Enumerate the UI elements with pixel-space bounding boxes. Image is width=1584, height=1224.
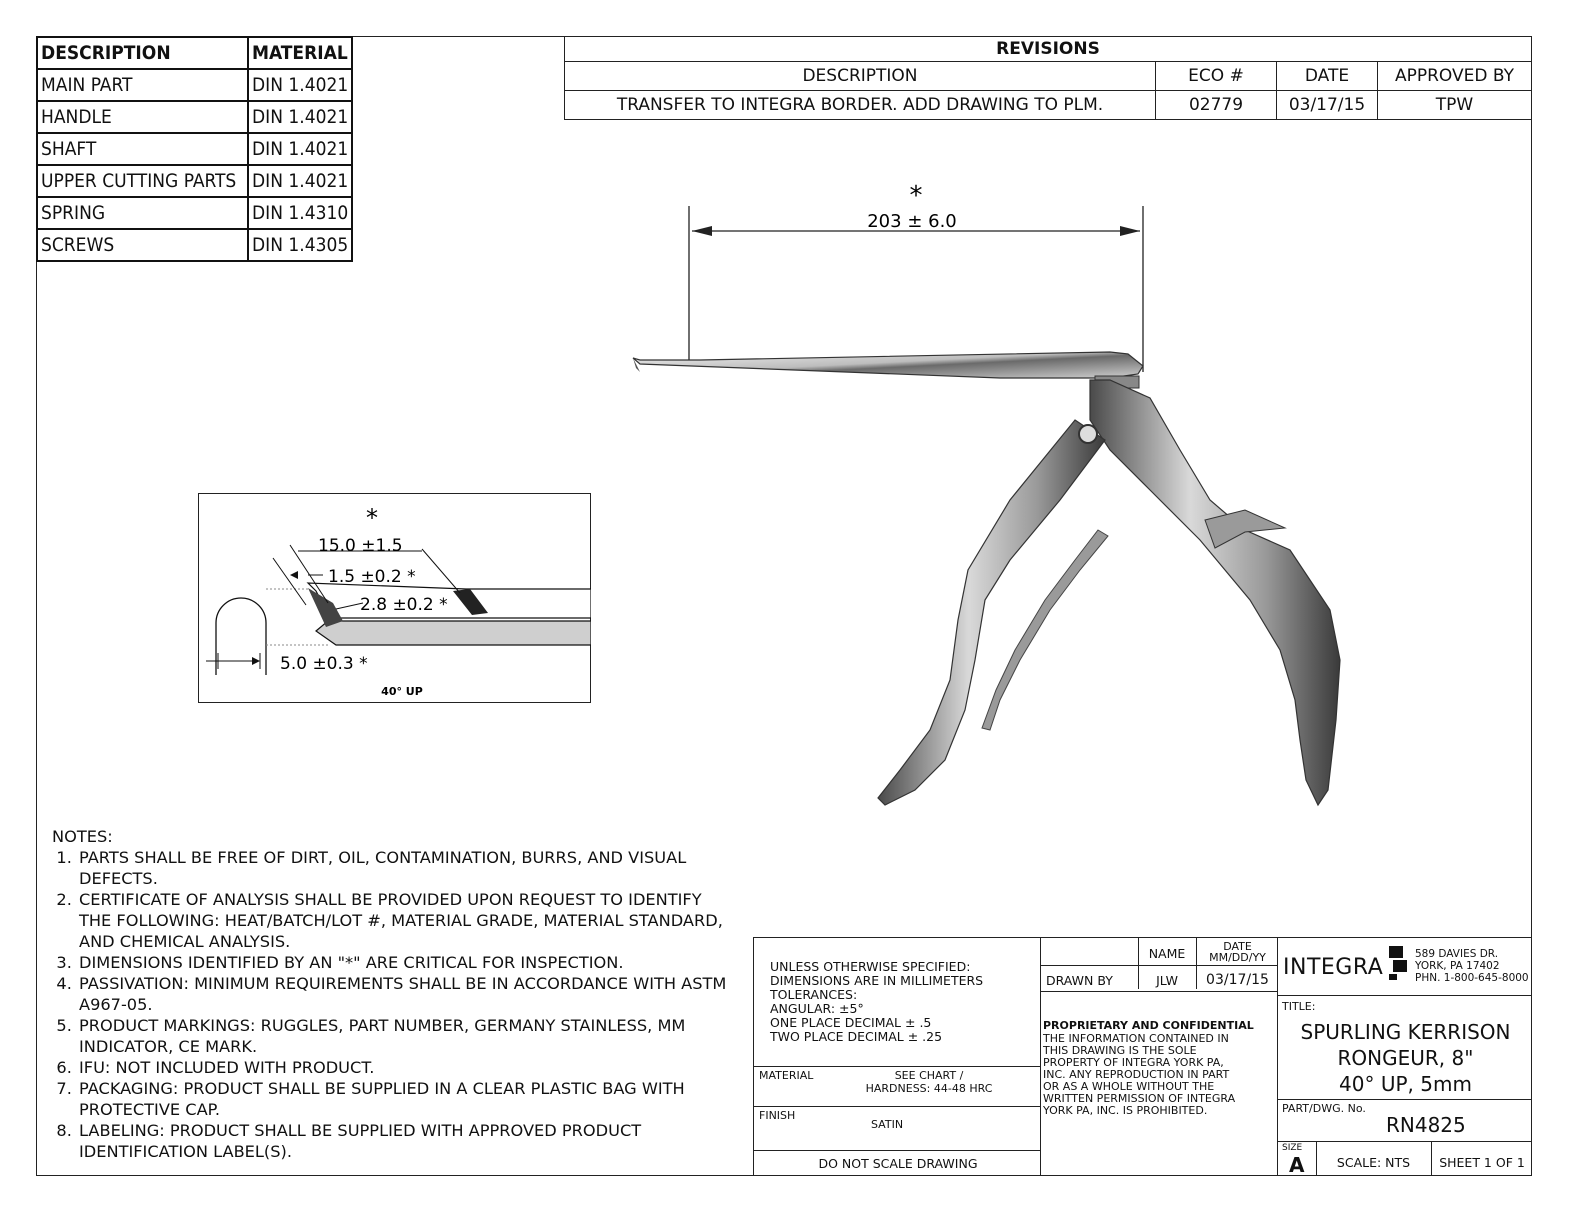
material-value: DIN 1.4021 [248, 101, 352, 133]
part-name: HANDLE [37, 101, 248, 133]
overall-length-dimension [689, 181, 1143, 372]
notes-heading: NOTES: [52, 827, 113, 846]
title-block-approvals [1040, 937, 1278, 1176]
spec-line: ANGULAR: ±5° [770, 1001, 864, 1016]
proprietary-line: OR AS A WHOLE WITHOUT THE [1043, 1080, 1215, 1093]
material-value: DIN 1.4021 [248, 133, 352, 165]
proprietary-line: INC. ANY REPRODUCTION IN PART [1043, 1068, 1230, 1081]
arrow-left-icon [692, 226, 712, 236]
title-block-specs [753, 937, 1041, 1176]
material-value: DIN 1.4310 [248, 197, 352, 229]
drawn-by-label: DRAWN BY [1046, 973, 1113, 988]
detail-critical-mark: * [365, 503, 378, 532]
scale-value: SCALE: NTS [1336, 1155, 1411, 1170]
materials-header-description: DESCRIPTION [37, 37, 248, 69]
detail-angle-label: 40° UP [380, 684, 423, 698]
part-name: MAIN PART [37, 69, 248, 101]
arrow-right-icon [1120, 226, 1140, 236]
note-item: 2. CERTIFICATE OF ANALYSIS SHALL BE PROVIDED UPON REQUEST TO IDENTIFY THE FOLLOWING: HEAT/BATCH/LOT #, MATERIAL GRADE, MATERIAL STANDARD, AND CHEMICAL ANALYSIS. [77, 889, 737, 952]
integra-logo-icon [1389, 946, 1407, 980]
critical-mark: * [909, 181, 923, 211]
proprietary-title: PROPRIETARY AND CONFIDENTIAL [1043, 1019, 1254, 1032]
drawn-by-name: JLW [1156, 973, 1178, 988]
date-label: DATE [1223, 940, 1252, 953]
spec-line: TOLERANCES: [770, 987, 858, 1002]
materials-header-material: MATERIAL [248, 37, 352, 69]
rev-header-approved: APPROVED BY [1378, 62, 1532, 91]
rev-header-description: DESCRIPTION [565, 62, 1156, 91]
note-item: 8. LABELING: PRODUCT SHALL BE SUPPLIED WITH APPROVED PRODUCT IDENTIFICATION LABEL(S). [77, 1120, 737, 1162]
note-item: 6. IFU: NOT INCLUDED WITH PRODUCT. [77, 1057, 737, 1078]
revisions-title: REVISIONS [565, 37, 1532, 62]
detail-dim-width: 5.0 ±0.3 * [279, 653, 368, 674]
rev-description: TRANSFER TO INTEGRA BORDER. ADD DRAWING TO PLM. [565, 91, 1156, 120]
spec-line: DIMENSIONS ARE IN MILLIMETERS [770, 973, 984, 988]
note-item: 5. PRODUCT MARKINGS: RUGGLES, PART NUMBER, GERMANY STAINLESS, MM INDICATOR, CE MARK. [77, 1015, 737, 1057]
rongeur-handles [878, 380, 1340, 805]
notes-section [52, 826, 737, 1162]
title-line: SPURLING KERRISON [1300, 1020, 1511, 1044]
rev-date: 03/17/15 [1277, 91, 1378, 120]
part-number-label: PART/DWG. No. [1282, 1102, 1366, 1115]
address-line: 589 DAVIES DR. [1415, 948, 1499, 960]
proprietary-line: YORK PA, INC. IS PROHIBITED. [1043, 1104, 1208, 1117]
proprietary-line: THIS DRAWING IS THE SOLE [1043, 1044, 1197, 1057]
date-format-label: MM/DD/YY [1209, 951, 1266, 964]
do-not-scale-note: DO NOT SCALE DRAWING [818, 1156, 978, 1171]
spec-line: TWO PLACE DECIMAL ± .25 [770, 1029, 943, 1044]
proprietary-line: THE INFORMATION CONTAINED IN [1043, 1032, 1229, 1045]
pivot-screw-icon [1079, 425, 1097, 443]
material-value-line2: HARDNESS: 44-48 HRC [865, 1082, 993, 1095]
rev-eco: 02779 [1156, 91, 1277, 120]
company-logo: INTEGRA [1283, 955, 1384, 980]
part-name: SHAFT [37, 133, 248, 165]
title-label: TITLE: [1282, 1000, 1316, 1013]
finish-value: SATIN [871, 1118, 904, 1131]
drawing-title [1278, 1019, 1533, 1097]
detail-dim-depth: 2.8 ±0.2 * [359, 594, 448, 615]
address-line: PHN. 1-800-645-8000 [1415, 972, 1529, 984]
part-name: SPRING [37, 197, 248, 229]
proprietary-line: PROPERTY OF INTEGRA YORK PA, [1043, 1056, 1224, 1069]
size-label: SIZE [1282, 1143, 1303, 1153]
title-line: 40° UP, 5mm [1339, 1072, 1472, 1096]
proprietary-text [1043, 1033, 1279, 1117]
finish-label: FINISH [759, 1109, 796, 1122]
tip-detail-view [198, 493, 591, 703]
material-value: DIN 1.4021 [248, 165, 352, 197]
rev-header-date: DATE [1277, 62, 1378, 91]
sheet-number: SHEET 1 OF 1 [1439, 1155, 1525, 1170]
material-label: MATERIAL [759, 1069, 814, 1082]
detail-dim-thickness: 1.5 ±0.2 * [327, 566, 416, 587]
drawn-date: 03/17/15 [1206, 972, 1269, 988]
material-value: DIN 1.4305 [248, 229, 352, 261]
note-item: 7. PACKAGING: PRODUCT SHALL BE SUPPLIED IN A CLEAR PLASTIC BAG WITH PROTECTIVE CAP. [77, 1078, 737, 1120]
rev-header-eco: ECO # [1156, 62, 1277, 91]
name-label: NAME [1148, 946, 1186, 961]
title-block-identification [1277, 937, 1532, 1176]
size-value: A [1289, 1153, 1305, 1177]
overall-length-label: 203 ± 6.0 [867, 211, 957, 232]
company-address [1415, 948, 1529, 984]
part-number: RN4825 [1386, 1113, 1466, 1137]
part-name: SCREWS [37, 229, 248, 261]
note-item: 4. PASSIVATION: MINIMUM REQUIREMENTS SHALL BE IN ACCORDANCE WITH ASTM A967-05. [77, 973, 737, 1015]
material-value-line1: SEE CHART / [894, 1069, 964, 1082]
rongeur-shaft [633, 352, 1143, 388]
spec-line: UNLESS OTHERWISE SPECIFIED: [770, 959, 971, 974]
spec-line: ONE PLACE DECIMAL ± .5 [770, 1015, 932, 1030]
material-value: DIN 1.4021 [248, 69, 352, 101]
part-name: UPPER CUTTING PARTS [37, 165, 248, 197]
detail-dim-length: 15.0 ±1.5 [317, 535, 403, 556]
title-line: RONGEUR, 8" [1337, 1046, 1474, 1070]
rev-approved: TPW [1378, 91, 1532, 120]
tolerance-spec [770, 960, 1030, 1044]
note-item: 3. DIMENSIONS IDENTIFIED BY AN "*" ARE CRITICAL FOR INSPECTION. [77, 952, 737, 973]
proprietary-line: WRITTEN PERMISSION OF INTEGRA [1043, 1092, 1236, 1105]
address-line: YORK, PA 17402 [1415, 960, 1500, 972]
note-item: 1. PARTS SHALL BE FREE OF DIRT, OIL, CONTAMINATION, BURRS, AND VISUAL DEFECTS. [77, 847, 737, 889]
